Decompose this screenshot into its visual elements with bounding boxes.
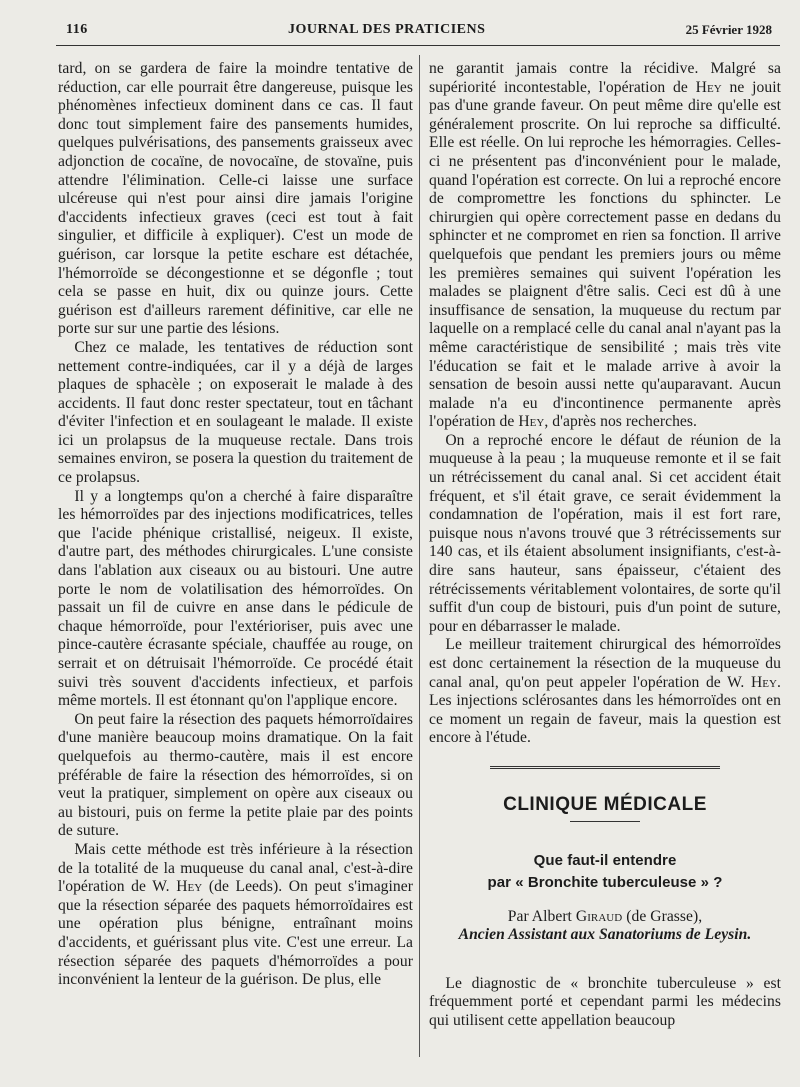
text-run: (de Leeds). On peut s'imaginer que la résection séparée des paquets hémorroïdaires est une opération plus bénigne, entraînant moins d'accidents, et guérissant plus vite. C'est une erreur. La résection séparée des paquets d'hémorroïdes a pour inconvénient la lenteur de la guérison. De plus, elle [58, 878, 413, 989]
article-title-line: Que faut-il entendre [533, 851, 677, 869]
byline [429, 908, 781, 927]
author-name-hey: Hey [518, 413, 545, 431]
section-title: CLINIQUE MÉDICALE [503, 793, 707, 815]
paragraph [429, 60, 781, 432]
article-title-line: par « Bronchite tuberculeuse » ? [487, 873, 723, 891]
right-column [429, 60, 781, 1031]
author-name-hey: Hey [176, 878, 203, 896]
paragraph: Il y a longtemps qu'on a cherché à faire disparaître les hémorroïdes par des injections modificatrices, telles que l'acide phénique cristallisé, neigeux. Il existe, d'autre part, des méthodes chirurgicales. L'une consiste dans l'ablation aux ciseaux ou au bistouri. Une autre porte le nom de volatilisation des hémorroïdes. On passait un fil de cuivre en anse dans le pédicule de chaque hémorroïde, pour l'extérioriser, puis avec une pince-cautère écrasante spéciale, chauffée au rouge, on serrait et on détruisait l'hémorroïde. Ce procédé était suivi très souvent d'accidents infectieux, et parfois même mortels. Il est étonnant qu'on l'applique encore. [58, 487, 413, 710]
text-run: ne garantit jamais contre la récidive. Malgré sa supériorité incontestable, l'opération de [429, 60, 781, 96]
page-header [66, 18, 772, 42]
byline-prefix: Par Albert [507, 907, 572, 925]
author-affiliation: Ancien Assistant aux Sanatoriums de Leysin. [458, 926, 752, 944]
header-rule [56, 45, 780, 46]
paragraph: Le diagnostic de « bronchite tuberculeuse » est fréquemment porté et cependant parmi les médecins qui utilisent cette appellation beaucoup [429, 974, 781, 1029]
author-name-hey: Hey [750, 673, 778, 691]
article-title [429, 850, 781, 894]
paragraph: Chez ce malade, les tentatives de réduction sont nettement contre-indiquées, car il y a déjà de larges plaques de sphacèle ; on exposerait le malade à des accidents. Il faut donc rester spectateur, tout en tâchant d'éviter l'infection et en soulageant le malade. Il existe ici un prolapsus de la muqueuse rectale. Dans trois semaines environ, se posera la question du traitement de ce prolapsus. [58, 338, 413, 487]
text-run: Le meilleur traitement chirurgical des hémorroïdes est donc certainement la résection de la muqueuse du canal anal, qu'on peut appeler l'opération de W. [429, 636, 781, 691]
page-number: 116 [66, 22, 88, 37]
journal-title: JOURNAL DES PRATICIENS [287, 22, 486, 37]
left-column [58, 60, 413, 990]
paragraph [58, 841, 413, 990]
section-divider [490, 766, 720, 774]
author-name-hey: Hey [695, 78, 722, 96]
text-run: Mais cette méthode est très inférieure à la résection de la totalité de la muqueuse du canal anal, c'est-à-dire l'opération de W. [58, 840, 413, 896]
column-divider [419, 55, 420, 1057]
text-run: ne jouit pas d'une grande faveur. On peut même dire qu'elle est généralement proscrite. On lui reproche sa difficulté. Elle est réelle. On lui reproche les hémorragies. Celles-ci ne présentent pas d'inconvénient pour le malade, quand l'opération est correcte. On lui a reproché encore de compromettre les fonctions du sphincter. Le chirurgien qui opère correctement passe en dedans du sphincter et ne compromet en rien sa fonction. Il arrive quelquefois que pendant les premiers jours ou même les premières semaines qui suivent l'opération les malades se plaignent d'être salis. Ceci est dû à une insuffisance de sensation, la muqueuse du rectum par laquelle on a remplacé celle du canal anal n'ayant pas la même caractéristique de sensibilité ; mais très vite l'éducation se fait et le malade arrive à avoir la sensation de besoin aussi nette qu'auparavant. Aucun malade n'a eu d'incontinence permanente après l'opération de [429, 78, 781, 431]
paragraph: tard, on se gardera de faire la moindre tentative de réduction, car elle pourrait être dangereuse, puisque les phénomènes infectieux dominent dans ce cas. Il faut donc tout simplement faire des pansements humides, quelques pulvérisations, des pansements graisseux avec adjonction de cocaïne, de novocaïne, de stovaïne, puis attendre l'élimination. Celle-ci laisse une surface ulcéreuse qui n'est pour ainsi dire jamais l'origine d'accidents infectieux graves (ceci est tout à fait singulier, et difficile à expliquer). C'est un mode de guérison, car lorsque la petite eschare est détachée, l'hémorroïde se décongestionne et se dégonfle ; tout cela se passe en huit, dix ou quinze jours. Cette guérison est d'ailleurs rarement définitive, car elle ne porte sur sur une partie des lésions. [58, 60, 413, 338]
issue-date: 25 Février 1928 [685, 22, 772, 37]
text-run: , d'après nos recherches. [544, 413, 697, 431]
byline-suffix: (de Grasse), [626, 907, 703, 925]
paragraph [429, 636, 781, 748]
text-run: . Les injections sclérosantes dans les hémorroïdes ont en ce moment un regain de faveur, mais la question est encore à l'étude. [429, 673, 781, 747]
paragraph: On a reproché encore le défaut de réunion de la muqueuse à la peau ; la muqueuse remonte et il se fait un rétrécissement du canal anal. Si cet accident était fréquent, et s'il était grave, ce serait évidemment la condamnation de l'opération, mais il est fort rare, puisque nous n'avons trouvé que 3 rétrécissements sur 140 cas, et ils étaient absolument insignifiants, c'est-à-dire sans hauteur, sans épaisseur, c'étaient des rétrécissements véritablement volontaires, de sorte qu'il suffit d'un coup de bistouri, puis d'un point de suture, pour en débarrasser le malade. [429, 431, 781, 635]
author-surname: Giraud [575, 907, 623, 925]
paragraph: On peut faire la résection des paquets hémorroïdaires d'une manière beaucoup moins dramatique. On la fait quelquefois au thermo-cautère, mais il est encore préférable de faire la résection des hémorroïdes, si on veut la pratiquer, simplement on opère aux ciseaux ou au bistouri, puis on ferme la petite plaie par des points de suture. [58, 710, 413, 840]
section-title-rule [570, 821, 640, 822]
